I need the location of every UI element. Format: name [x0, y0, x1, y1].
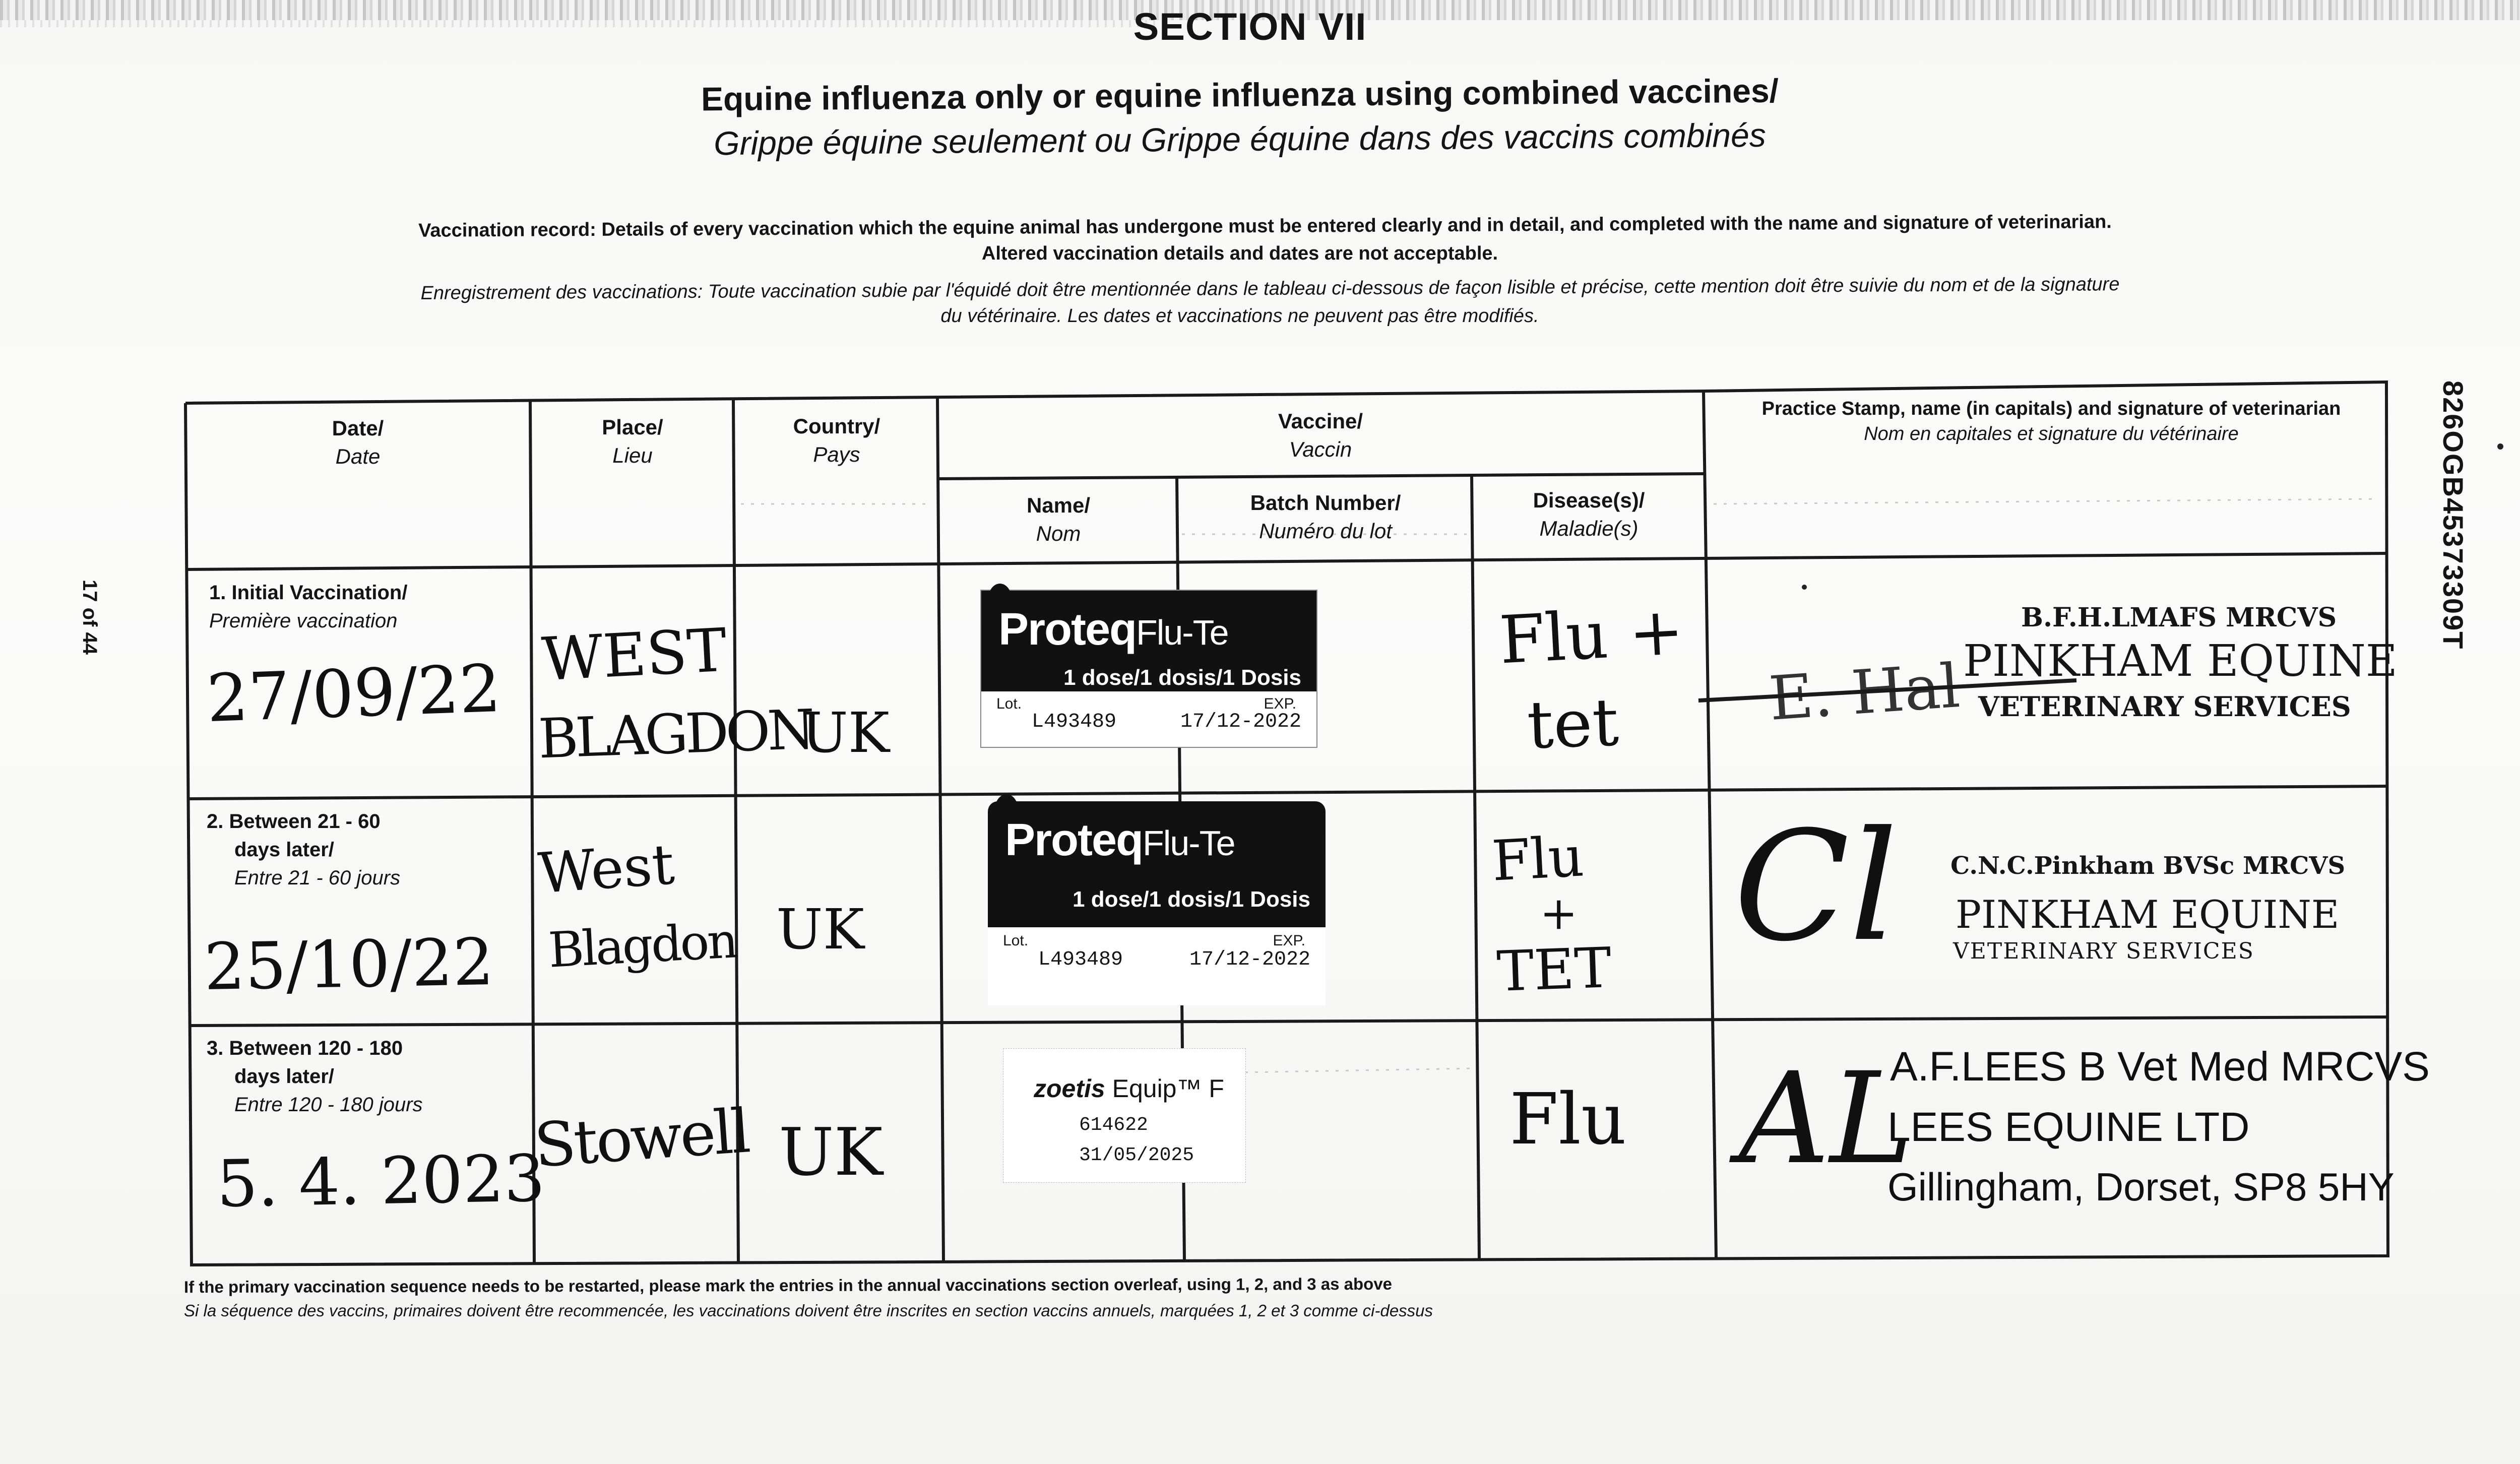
- row-3-vaccine-label: [1003, 1048, 1246, 1183]
- subtitle-english: Equine influenza only or equine influenza using combined vaccines/: [701, 72, 1779, 118]
- header-date: Date/ Date: [332, 416, 384, 468]
- row-3-place: Stowell: [532, 1096, 751, 1181]
- footer-note-french: Si la séquence des vaccins, primaires doivent être recommencée, les vaccinations doivent être inscrites en section vaccins annuels, marquées 1, 2 et 3 comme ci-dessus: [184, 1301, 1433, 1320]
- row-1-disease-line-1: Flu +: [1497, 592, 1686, 679]
- row-2-exp-label: EXP.: [1273, 932, 1305, 949]
- header-practice-stamp: Practice Stamp, name (in capitals) and signature of veterinarian Nom en capitales et signature du vétérinaire: [1761, 398, 2341, 444]
- row-1-stamp-practice: PINKHAM EQUINE: [1963, 636, 2398, 686]
- section-title: SECTION VII: [1133, 6, 1367, 48]
- subtitle-french: Grippe équine seulement ou Grippe équine dans des vaccins combinés: [713, 116, 1767, 162]
- row-1-lot-number: L493489: [1032, 711, 1117, 733]
- header-vaccine: Vaccine/ Vaccin: [1278, 409, 1363, 461]
- row-3-country: UK: [779, 1114, 883, 1190]
- row-2-place-line-1: West: [536, 832, 676, 906]
- row-1-country: UK: [801, 701, 890, 765]
- header-place: Place/ Lieu: [602, 415, 663, 467]
- page-counter: 17 of 44: [79, 580, 101, 655]
- side-passport-code: 826OGB45373309T: [2437, 380, 2469, 650]
- row-1-vaccine-label: [980, 590, 1317, 748]
- row-1-label: 1. Initial Vaccination/ Première vaccination: [209, 582, 408, 632]
- row-1-date: 27/09/22: [205, 650, 502, 737]
- row-3-stamp-practice: LEES EQUINE LTD: [1887, 1104, 2250, 1150]
- row-2-vaccine-dose: 1 dose/1 dosis/1 Dosis: [1073, 887, 1310, 912]
- intro-english-line-2: Altered vaccination details and dates are not acceptable.: [981, 243, 1498, 264]
- row-2-vaccine-product: Flu-Te: [1143, 823, 1235, 863]
- row-2-place-line-2: Blagdon: [547, 912, 738, 979]
- intro-english-line-1: Vaccination record: Details of every vaccination which the equine animal has undergone must be entered clearly and in detail, and completed with the name and signature of veterinarian.: [418, 211, 2112, 241]
- row-2-stamp-practice: PINKHAM EQUINE: [1956, 892, 2340, 937]
- row-1-lot-label: Lot.: [996, 695, 1022, 712]
- footer-note-english: If the primary vaccination sequence needs to be restarted, please mark the entries in the annual vaccinations section overleaf, using 1, 2, and 3 as above: [183, 1274, 1393, 1297]
- row-2-lot-label: Lot.: [1003, 932, 1029, 949]
- header-vaccine-name: Name/ Nom: [1026, 493, 1091, 545]
- header-diseases: Disease(s)/ Maladie(s): [1533, 488, 1645, 540]
- row-1-vaccine-dose: 1 dose/1 dosis/1 Dosis: [1063, 665, 1301, 690]
- row-2-stamp-services: VETERINARY SERVICES: [1953, 938, 2254, 964]
- row-2-vaccine-label: [988, 801, 1326, 1005]
- row-2-signature: Cl: [1734, 799, 1898, 975]
- row-3-exp-date: 31/05/2025: [1079, 1144, 1194, 1166]
- row-1-stamp-vet-name: B.F.H.LMAFS MRCVS: [2021, 602, 2337, 633]
- row-3-vaccine-name: [1034, 1074, 1224, 1103]
- row-2-country: UK: [776, 897, 864, 962]
- row-3-date: 5. 4. 2023: [216, 1141, 546, 1222]
- row-1-exp-label: EXP.: [1264, 695, 1296, 712]
- row-3-vaccine-brand: zoetis: [1034, 1074, 1105, 1103]
- row-2-exp-date: 17/12-2022: [1189, 948, 1310, 971]
- row-1-stamp-services: VETERINARY SERVICES: [1978, 690, 2351, 723]
- row-3-disease: Flu: [1509, 1078, 1627, 1161]
- row-3-stamp-vet-name: A.F.LEES B Vet Med MRCVS: [1890, 1044, 2430, 1090]
- row-1-signature: E. Hal: [1767, 651, 1962, 735]
- row-3-lot-number: 614622: [1079, 1114, 1148, 1136]
- row-2-label: 2. Between 21 - 60 days later/ Entre 21 - 60 jours: [207, 810, 401, 889]
- row-2-date: 25/10/22: [203, 924, 495, 1005]
- row-1-vaccine-label-band: [981, 591, 1316, 691]
- row-1-disease-line-2: tet: [1526, 683, 1620, 764]
- row-2-disease-line-1: Flu: [1490, 824, 1586, 894]
- row-1-vaccine-brand: Proteq: [998, 604, 1137, 655]
- row-1-vaccine-product: Flu-Te: [1136, 613, 1228, 652]
- intro-french-line-1: Enregistrement des vaccinations: Toute vaccination subie par l'équidé doit être mentionnée dans le tableau ci-dessous de façon lisible et précise, cette mention doit être suivie du nom et de la signature: [420, 274, 2120, 304]
- row-1-place-line-2: BLAGDON: [537, 698, 813, 771]
- intro-french-line-2: du vétérinaire. Les dates et vaccinations ne peuvent pas être modifiés.: [940, 305, 1539, 327]
- row-2-stamp-vet-name: C.N.C.Pinkham BVSc MRCVS: [1950, 852, 2346, 880]
- row-2-disease-line-3: TET: [1495, 935, 1613, 1004]
- row-3-vaccine-product: Equip™ F: [1112, 1074, 1224, 1103]
- header-country: Country/ Pays: [793, 414, 880, 466]
- row-2-vaccine-label-band: [988, 801, 1326, 927]
- row-1-place-line-1: WEST: [540, 615, 729, 694]
- header-batch-number: Batch Number/ Numéro du lot: [1250, 491, 1401, 543]
- row-2-lot-number: L493489: [1038, 948, 1123, 971]
- row-3-signature: AL: [1739, 1045, 1914, 1192]
- row-3-label: 3. Between 120 - 180 days later/ Entre 120 - 180 jours: [207, 1037, 423, 1116]
- row-2-vaccine-brand: Proteq: [1005, 815, 1143, 865]
- row-1-exp-date: 17/12-2022: [1180, 711, 1301, 733]
- row-2-disease-line-2: +: [1540, 887, 1578, 940]
- row-3-stamp-address: Gillingham, Dorset, SP8 5HY: [1887, 1165, 2395, 1209]
